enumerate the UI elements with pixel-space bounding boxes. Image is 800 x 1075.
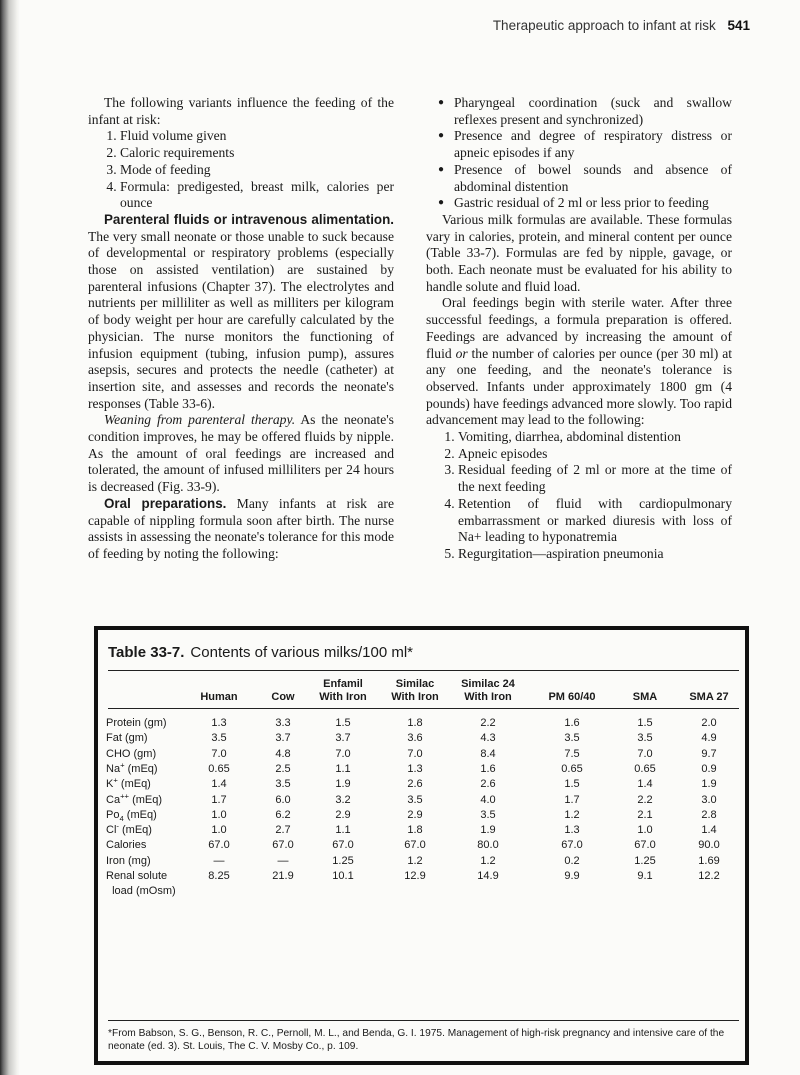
table-cell: 2.6 bbox=[407, 778, 423, 791]
weaning-paragraph bbox=[88, 412, 394, 496]
risk-item: 5. Regurgitation—aspiration pneumonia bbox=[458, 546, 732, 563]
table-cell: 1.0 bbox=[637, 824, 653, 837]
parenteral-heading: Parenteral fluids or intravenous alimentation. bbox=[104, 211, 394, 227]
table-cell: 1.7 bbox=[564, 793, 580, 806]
table-cell: 0.65 bbox=[634, 762, 656, 775]
table-cell: — bbox=[213, 854, 225, 867]
table-cell: 3.5 bbox=[480, 808, 496, 821]
table-cell: 1.9 bbox=[701, 778, 717, 791]
variant-item: 4. Formula: predigested, breast milk, calories per ounce bbox=[120, 179, 394, 212]
row-label: K+ (mEq) bbox=[106, 775, 151, 791]
table-cell: 67.0 bbox=[634, 839, 656, 852]
table-cell: 3.5 bbox=[275, 778, 291, 791]
row-label: Cl- (mEq) bbox=[106, 821, 152, 837]
bullet-text: Pharyngeal coordination (suck and swallow reflexes present and synchronized) bbox=[454, 95, 732, 127]
running-head bbox=[493, 18, 750, 33]
table-cell: 67.0 bbox=[332, 839, 354, 852]
table-cell: — bbox=[277, 854, 289, 867]
table-cell: 90.0 bbox=[698, 839, 720, 852]
bullet-item bbox=[426, 95, 732, 128]
row-label: Iron (mg) bbox=[106, 854, 151, 867]
table-cell: 1.9 bbox=[480, 824, 496, 837]
oral-text: Many infants at risk are capable of nippling formula soon after birth. The nurse assists in assessing the neonate's tolerance for this mode of feeding by noting the following: bbox=[88, 495, 394, 561]
column-header: Similac 24 With Iron bbox=[461, 678, 515, 703]
table-cell: 1.9 bbox=[335, 778, 351, 791]
variant-item: 1. Fluid volume given bbox=[120, 128, 394, 145]
column-header: PM 60/40 bbox=[548, 691, 596, 703]
table-cell: 12.2 bbox=[698, 870, 720, 882]
table-cell: 1.3 bbox=[564, 824, 580, 837]
table-cell: 2.9 bbox=[335, 808, 351, 821]
advancement-risks-list bbox=[426, 429, 732, 563]
intro-paragraph: The following variants influence the feeding of the infant at risk: bbox=[88, 95, 394, 127]
row-label: Calories bbox=[106, 839, 147, 852]
table-cell: 0.65 bbox=[561, 762, 583, 775]
variant-item: 2. Caloric requirements bbox=[120, 145, 394, 162]
table-cell: 2.8 bbox=[701, 808, 717, 821]
table-cell: 1.3 bbox=[211, 717, 227, 729]
parenteral-text: The very small neonate or those unable to suck because of developmental or respiratory problems (especially those on assisted ventilation) are sustained by parenteral infusions (Chapter 37). The electrolytes and nutrients per milliliter as well as milliters per kilogram of body weight per hour are carefully calculated by the physician. The nurse monitors the functioning of infusion equipment (tubing, infusion pump), assures asepsis, secures and protects the needle (catheter) at insertion site, and assesses and records the neonate's responses (Table 33-6). bbox=[88, 228, 394, 411]
bullet-text: Gastric residual of 2 ml or less prior to feeding bbox=[454, 195, 709, 211]
table-cell: 1.5 bbox=[564, 778, 580, 791]
table-cell: 7.0 bbox=[407, 747, 423, 760]
table-cell: 3.5 bbox=[637, 732, 653, 745]
table-cell: 1.4 bbox=[701, 824, 717, 837]
table-cell: 4.8 bbox=[275, 747, 291, 760]
risk-item: 1. Vomiting, diarrhea, abdominal distention bbox=[458, 429, 732, 446]
bullet-text: Presence of bowel sounds and absence of abdominal distention bbox=[454, 161, 732, 194]
table-cell: 1.0 bbox=[211, 824, 227, 837]
table-cell: 2.5 bbox=[275, 762, 291, 775]
table-cell: 3.0 bbox=[701, 793, 717, 806]
table-cell: 1.0 bbox=[211, 808, 227, 821]
oral-feedings-or: or bbox=[455, 345, 468, 361]
table-cell: 0.2 bbox=[564, 854, 580, 867]
left-column bbox=[88, 95, 394, 563]
table-cell: 1.2 bbox=[407, 854, 423, 867]
table-cell: 7.0 bbox=[637, 747, 653, 760]
table-cell: 2.9 bbox=[407, 808, 423, 821]
tolerance-bullets bbox=[426, 95, 732, 212]
table-cell: 3.7 bbox=[335, 732, 351, 745]
table-cell: 8.4 bbox=[480, 747, 496, 760]
table-cell: 1.2 bbox=[564, 808, 580, 821]
table-cell: 12.9 bbox=[404, 870, 426, 882]
table-cell: 3.5 bbox=[407, 793, 423, 806]
table-cell: 3.2 bbox=[335, 793, 351, 806]
row-label: CHO (gm) bbox=[106, 747, 157, 760]
table-cell: 67.0 bbox=[272, 839, 294, 852]
table-cell: 4.3 bbox=[480, 732, 496, 745]
weaning-heading: Weaning from parenteral therapy. bbox=[104, 412, 296, 428]
oral-feedings-text-b: the number of calories per ounce (per 30 ml) at any one feeding, and the neonate's tolerance is observed. Infants under approximately 1800 gm (4 pounds) have feedings advanced more slowly. Too rapid advancement may lead to the following: bbox=[426, 345, 733, 428]
table-cell: 7.0 bbox=[211, 747, 227, 760]
table-cell: 1.4 bbox=[211, 778, 227, 791]
table-cell: 67.0 bbox=[561, 839, 583, 852]
table-rule-top bbox=[108, 670, 739, 671]
table-cell: 4.0 bbox=[480, 793, 496, 806]
table-cell: 1.5 bbox=[335, 717, 351, 729]
oral-paragraph bbox=[88, 496, 394, 563]
row-label: Renal solute load (mOsm) bbox=[106, 870, 176, 897]
table-cell: 2.6 bbox=[480, 778, 496, 791]
table-footnote: *From Babson, S. G., Benson, R. C., Pernoll, M. L., and Benda, G. I. 1975. Management of high-risk pregnancy and intensive care of the neonate (ed. 3). St. Louis, The C. V. Mosby Co., p. 109. bbox=[108, 1028, 725, 1052]
table-cell: 6.0 bbox=[275, 793, 291, 806]
table-cell: 1.5 bbox=[637, 717, 653, 729]
column-header: Human bbox=[200, 691, 238, 703]
table-rule-bottom bbox=[108, 1020, 739, 1021]
table-cell: 7.5 bbox=[564, 747, 580, 760]
table-cell: 2.0 bbox=[701, 717, 717, 729]
running-head-title: Therapeutic approach to infant at risk bbox=[492, 18, 716, 33]
table-cell: 3.7 bbox=[275, 732, 291, 745]
column-header: SMA 27 bbox=[689, 691, 729, 703]
oral-feedings-text-a: Oral feedings begin with sterile water. After three successful feedings, a formula preparation is offered. Feedings are advanced by increasing the amount of fluid bbox=[426, 295, 732, 361]
table-cell: 8.25 bbox=[208, 870, 230, 882]
table-cell: 4.9 bbox=[701, 732, 717, 745]
table-caption: Contents of various milks/100 ml* bbox=[190, 644, 414, 661]
table-cell: 9.1 bbox=[637, 870, 653, 882]
table-cell: 80.0 bbox=[477, 839, 499, 852]
column-header: Cow bbox=[271, 691, 295, 703]
table-cell: 9.7 bbox=[701, 747, 717, 760]
table-cell: 1.6 bbox=[564, 717, 580, 729]
oral-heading: Oral preparations. bbox=[104, 495, 227, 511]
right-column bbox=[426, 95, 732, 563]
table-cell: 3.6 bbox=[407, 732, 423, 745]
table-cell: 67.0 bbox=[208, 839, 230, 852]
row-label: Protein (gm) bbox=[106, 717, 167, 729]
row-label: $Po_4$ (mEq) bbox=[106, 808, 157, 823]
table-cell: 0.9 bbox=[701, 762, 717, 775]
formulas-paragraph: Various milk formulas are available. These formulas vary in calories, protein, and mineral content per ounce (Table 33-7). Formulas are fed by nipple, gavage, or both. Each neonate must be evaluated for his ability to handle solute and fluid load. bbox=[426, 211, 732, 294]
table-title bbox=[108, 644, 413, 661]
table-cell: 3.5 bbox=[211, 732, 227, 745]
table-cell: 1.6 bbox=[480, 762, 496, 775]
bullet-icon: ● bbox=[438, 163, 445, 175]
bullet-text: Presence and degree of respiratory distress or apneic episodes if any bbox=[454, 128, 732, 161]
row-label: Ca++ (mEq) bbox=[106, 790, 163, 806]
table-cell: 2.7 bbox=[275, 824, 291, 837]
table-cell: 21.9 bbox=[272, 870, 294, 882]
table-cell: 7.0 bbox=[335, 747, 351, 760]
column-header: SMA bbox=[632, 691, 658, 703]
table-cell: 1.8 bbox=[407, 717, 423, 729]
table-cell: 14.9 bbox=[477, 870, 499, 882]
table-cell: 10.1 bbox=[332, 870, 354, 882]
table-cell: 1.1 bbox=[335, 824, 351, 837]
table-cell: 1.4 bbox=[637, 778, 653, 791]
table-cell: 6.2 bbox=[275, 808, 291, 821]
table-rule-header bbox=[108, 708, 739, 709]
bullet-item bbox=[426, 162, 732, 195]
risk-item: 4. Retention of fluid with cardiopulmonary embarrassment or marked diuresis with loss of Na+ leading to hyponatremia bbox=[458, 496, 732, 546]
variants-list bbox=[88, 128, 394, 212]
column-header: Enfamil With Iron bbox=[319, 678, 367, 703]
table-cell: 2.2 bbox=[480, 717, 496, 729]
table-cell: 1.69 bbox=[698, 854, 720, 867]
page-number: 541 bbox=[727, 18, 750, 33]
table-cell: 3.5 bbox=[564, 732, 580, 745]
variant-item: 3. Mode of feeding bbox=[120, 162, 394, 179]
table-cell: 2.1 bbox=[637, 808, 653, 821]
table-cell: 67.0 bbox=[404, 839, 426, 852]
table-cell: 0.65 bbox=[208, 762, 230, 775]
parenteral-paragraph bbox=[88, 212, 394, 412]
table-cell: 3.3 bbox=[275, 717, 291, 729]
table-label: Table 33-7. bbox=[108, 644, 185, 661]
table-cell: 1.3 bbox=[407, 762, 423, 775]
oral-feedings-paragraph bbox=[426, 295, 732, 429]
table-cell: 1.7 bbox=[211, 793, 227, 806]
bullet-item bbox=[426, 128, 732, 161]
bullet-icon: ● bbox=[438, 97, 445, 108]
table-cell: 2.2 bbox=[637, 793, 653, 806]
table-cell: 1.8 bbox=[407, 824, 423, 837]
column-header: Similac With Iron bbox=[391, 678, 439, 703]
risk-item: 2. Apneic episodes bbox=[458, 446, 732, 463]
weaning-text: As the neonate's condition improves, he may be offered fluids by nipple. As the amount of oral feedings are increased and tolerated, the amount of infused milliliters per 24 hours is decreased (Fig. 33-9). bbox=[88, 412, 394, 495]
table-cell: 1.2 bbox=[480, 854, 496, 867]
book-spine-shadow bbox=[0, 0, 20, 1075]
bullet-icon: ● bbox=[438, 197, 445, 209]
row-label: Na+ (mEq) bbox=[106, 760, 158, 775]
milk-contents-table bbox=[94, 626, 749, 1065]
risk-item: 3. Residual feeding of 2 ml or more at the time of the next feeding bbox=[458, 462, 732, 495]
row-label: Fat (gm) bbox=[106, 732, 148, 745]
bullet-icon: ● bbox=[438, 130, 445, 142]
table-cell: 1.25 bbox=[634, 854, 656, 867]
table-cell: 9.9 bbox=[564, 870, 580, 882]
bullet-item bbox=[426, 195, 732, 212]
table-cell: 1.1 bbox=[335, 762, 351, 775]
table-cell: 1.25 bbox=[332, 854, 354, 867]
